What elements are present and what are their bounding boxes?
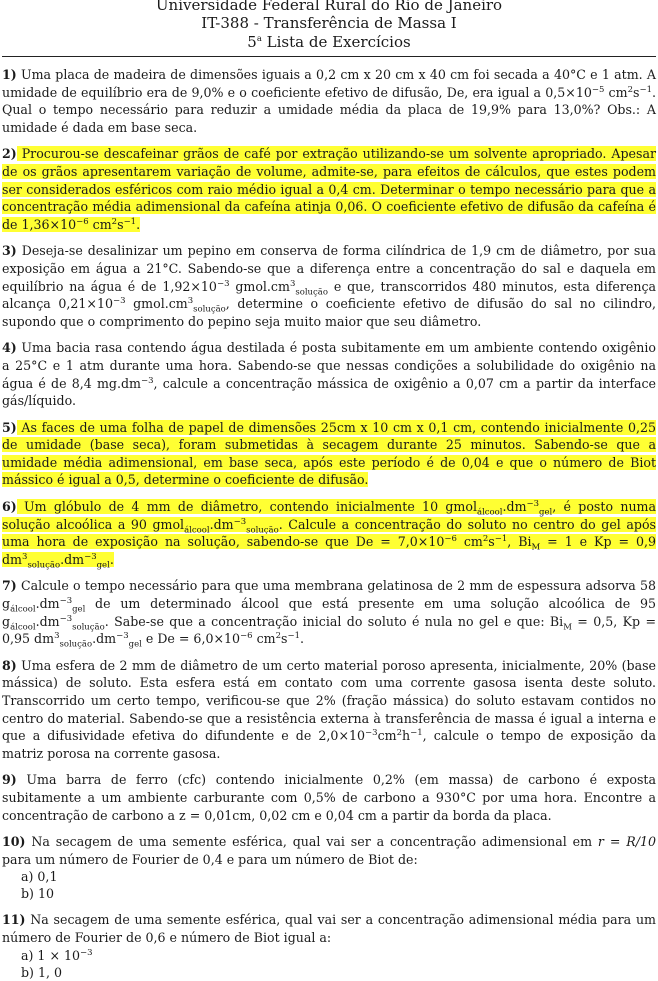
- option-b: b) 1, 0: [21, 964, 63, 980]
- list-title: [0, 33, 658, 51]
- question-6: 6) Um glóbulo de 4 mm de diâmetro, contendo inicialmente 10 $gmol_{álcool}.dm^{-3}_{gel}$, é posto numa solução alcoólica a 90 $gmol_{álcool}.dm^{-3}_{solução}$. Calcule a concentração do soluto no centro do gel após uma hora de exposição na solução, sabendo-se que $De = 7,0\times 10^{-6}$ $cm^2s^{-1}$, $Bi_M = 1$ e Kp = 0,9 $dm^3_{solução}.dm^{-3}_{gel}$.: [2, 498, 657, 571]
- highlight: Procurou-se descafeinar grãos de café por extração utilizando-se um solvente apropriado. Apesar de os grãos apresentarem variação de volume, admite-se, para efeitos de cálculos, que estes podem ser considerados esféricos com raio médio igual a 0,4 cm. Determinar o tempo necessário para que a concentração média adimensional da cafeína atinja 0,06. O coeficiente efetivo de difusão da cafeína é de $1,36\times 10^{-6}$ $cm^2s^{-1}$.: [2, 146, 656, 232]
- question-7: 7) Calcule o tempo necessário para que uma membrana gelatinosa de 2 mm de espessura adsorva 58 $g_{álcool}.dm^{-3}_{gel}$ de um determinado álcool que está presente em uma solução alcoólica de 95 $g_{álcool}.dm^{-3}_{solução}$. Sabe-se que a concentração inicial do soluto é nula no gel e que: $Bi_M = 0,5$, Kp = 0,95 $dm^3_{solução}.dm^{-3}_{gel}$ e $De = 6,0\times 10^{-6}$ $cm^2s^{-1}$.: [2, 578, 657, 650]
- option-a: a) 0,1: [21, 869, 58, 885]
- question-10: 10) Na secagem de uma semente esférica, qual vai ser a concentração adimensional em r = R/10 para um número de Fourier de 0,4 e para um número de Biot de:: [2, 834, 656, 867]
- course-title: IT-388 - Transferência de Massa I: [201, 14, 457, 32]
- list-number: 5: [247, 33, 257, 51]
- question-3: 3) Deseja-se desalinizar um pepino em conserva de forma cilíndrica de 1,9 cm de diâmetro, por sua exposição em água a 21°C. Sabendo-se que a diferença entre a concentração do sal e daquela em equilíbrio na água é de $1,92\times 10^{-3}$ $gmol.cm^3_{solução}$ e que, transcorridos 480 minutos, esta diferença alcança $0,21\times 10^{-3}$ $gmol.cm^3_{solução}$, determine o coeficiente efetivo de difusão do sal no cilindro, supondo que o comprimento do pepino seja muito maior que seu diâmetro.: [2, 243, 657, 329]
- option-b: b) 10: [21, 886, 55, 902]
- option-a: a) $1 \times 10^{-3}$: [21, 947, 93, 963]
- university-title: Universidade Federal Rural do Rio de Janeiro: [155, 0, 503, 14]
- question-4: 4) Uma bacia rasa contendo água destilada é posta subitamente em um ambiente contendo oxigênio a 25°C e 1 atm durante uma hora. Sabendo-se que nessas condições a solubilidade do oxigênio na água é de 8,4 $mg.dm^{-3}$, calcule a concentração mássica de oxigênio a 0,07 cm a partir da interface gás/líquido.: [2, 340, 656, 409]
- question-11: 11) Na secagem de uma semente esférica, qual vai ser a concentração adimensional média para um número de Fourier de 0,6 e número de Biot igual a:: [2, 912, 656, 945]
- list-ordinal: a: [256, 34, 262, 44]
- question-1: 1) Uma placa de madeira de dimensões iguais a 0,2 cm x 20 cm x 40 cm foi secada a 40°C e 1 atm. A umidade de equilíbrio era de 9,0% e o coeficiente efetivo de difusão, De, era igual a $0,5\times 10^{-5}$ $cm^2s^{-1}$. Qual o tempo necessário para reduzir a umidade média da placa de 19,9% para 13,0%? Obs.: A umidade é dada em base seca.: [2, 67, 656, 135]
- question-9: 9) Uma barra de ferro (cfc) contendo inicialmente 0,2% (em massa) de carbono é exposta subitamente a um ambiente carburante com 0,5% de carbono a 930°C por uma hora. Encontre a concentração de carbono a z = 0,01cm, 0,02 cm e 0,04 cm a partir da borda da placa.: [2, 772, 656, 823]
- list-label: Lista de Exercícios: [261, 33, 411, 51]
- question-2: 2) Procurou-se descafeinar grãos de café por extração utilizando-se um solvente apropriado. Apesar de os grãos apresentarem variação de volume, admite-se, para efeitos de cálculos, que estes podem ser considerados esféricos com raio médio igual a 0,4 cm. Determinar o tempo necessário para que a concentração média adimensional da cafeína atinja 0,06. O coeficiente efetivo de difusão da cafeína é de $1,36\times 10^{-6}$ $cm^2s^{-1}$.: [2, 146, 656, 232]
- question-8: 8) Uma esfera de 2 mm de diâmetro de um certo material poroso apresenta, inicialmente, 20% (base mássica) de soluto. Esta esfera está em contato com uma corrente gasosa isenta deste soluto. Transcorrido um certo tempo, verificou-se que 2% (fração mássica) do soluto estavam contidos no centro do material. Sabendo-se que a resistência externa à transferência de massa é igual a interna e que a difusividade efetiva do difundente e de $2,0\times 10^{-3}cm^2h^{-1}$, calcule o tempo de exposição da matriz porosa na corrente gasosa.: [2, 657, 656, 761]
- highlight: Um glóbulo de 4 mm de diâmetro, contendo inicialmente 10 $gmol_{álcool}.dm^{-3}_{gel}$, é posto numa solução alcoólica a 90 $gmol_{álcool}.dm^{-3}_{solução}$. Calcule a concentração do soluto no centro do gel após uma hora de exposição na solução, sabendo-se que $De = 7,0\times 10^{-6}$ $cm^2s^{-1}$, $Bi_M = 1$ e Kp = 0,9 $dm^3_{solução}.dm^{-3}_{gel}$.: [2, 498, 657, 571]
- question-5: 5) As faces de uma folha de papel de dimensões 25cm x 10 cm x 0,1 cm, contendo inicialmente 0,25 de umidade (base seca), foram submetidas à secagem durante 25 minutos. Sabendo-se que a umidade média adimensional, em base seca, após este período é de 0,04 e que o número de Biot mássico é igual a 0,5, determine o coeficiente de difusão.: [2, 419, 656, 488]
- highlight: As faces de uma folha de papel de dimensões 25cm x 10 cm x 0,1 cm, contendo inicialmente 0,25 de umidade (base seca), foram submetidas à secagem durante 25 minutos. Sabendo-se que a umidade média adimensional, em base seca, após este período é de 0,04 e que o número de Biot mássico é igual a 0,5, determine o coeficiente de difusão.: [2, 419, 656, 488]
- question-11-options: [2, 947, 656, 981]
- question-10-options: [2, 868, 656, 902]
- header-divider: [2, 56, 656, 57]
- exercise-list: [2, 66, 656, 981]
